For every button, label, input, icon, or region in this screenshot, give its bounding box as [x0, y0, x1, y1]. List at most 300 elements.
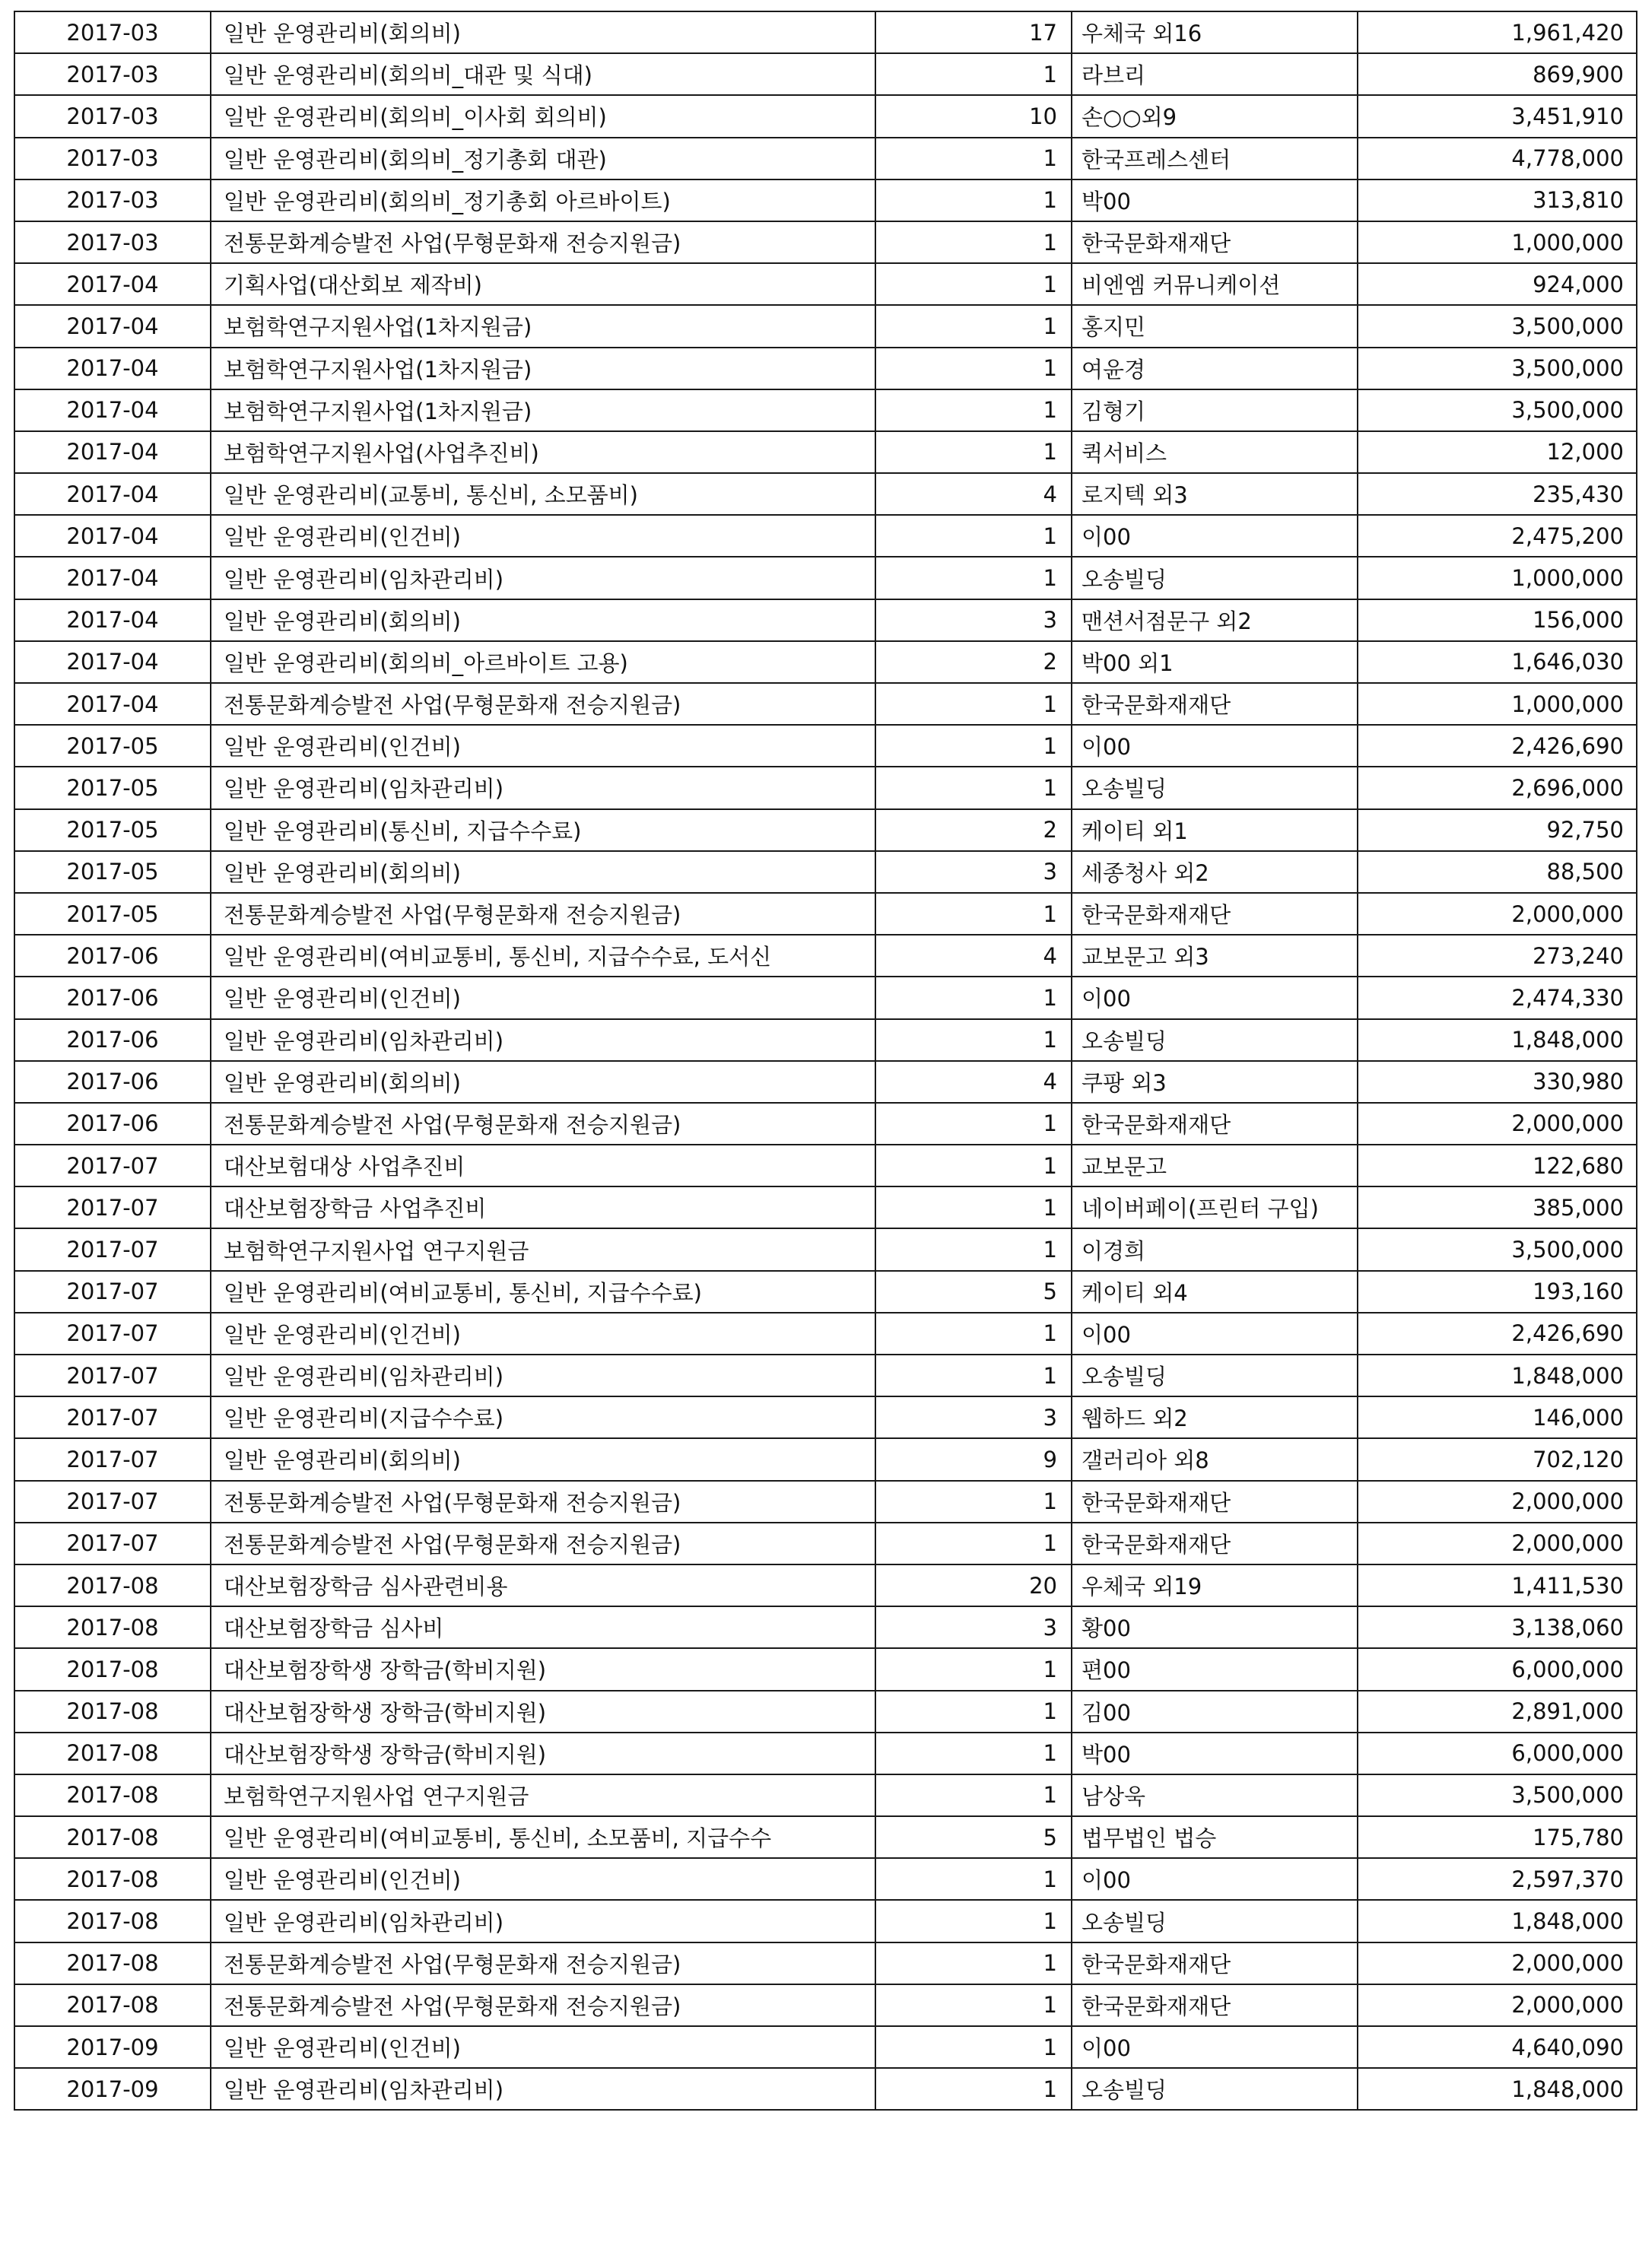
- payee-cell: 김형기: [1072, 389, 1358, 431]
- payee-cell: 로지텍 외3: [1072, 473, 1358, 515]
- month-cell: 2017-08: [14, 1816, 211, 1858]
- payee-cell: 한국문화재재단: [1072, 1984, 1358, 2026]
- month-cell: 2017-07: [14, 1228, 211, 1270]
- table-row: [14, 1396, 1637, 1438]
- month-cell: 2017-07: [14, 1523, 211, 1564]
- payee-cell: 이00: [1072, 1858, 1358, 1900]
- expense-item-cell: 보험학연구지원사업(1차지원금): [211, 305, 875, 347]
- expense-item-cell: 일반 운영관리비(인건비): [211, 725, 875, 767]
- payee-cell: 박00: [1072, 1733, 1358, 1774]
- expense-item-cell: 보험학연구지원사업(1차지원금): [211, 389, 875, 431]
- month-cell: 2017-04: [14, 599, 211, 641]
- payee-cell: 한국문화재재단: [1072, 1103, 1358, 1145]
- payee-cell: 이00: [1072, 725, 1358, 767]
- payee-cell: 남상욱: [1072, 1774, 1358, 1816]
- count-cell: 1: [875, 431, 1072, 473]
- amount-cell: 273,240: [1358, 935, 1637, 977]
- table-row: [14, 1606, 1637, 1648]
- table-row: [14, 2068, 1637, 2110]
- expense-item-cell: 일반 운영관리비(회의비_정기총회 아르바이트): [211, 179, 875, 221]
- expense-item-cell: 대산보험장학금 사업추진비: [211, 1186, 875, 1228]
- table-row: [14, 431, 1637, 473]
- expense-item-cell: 보험학연구지원사업(사업추진비): [211, 431, 875, 473]
- payee-cell: 교보문고: [1072, 1145, 1358, 1186]
- month-cell: 2017-03: [14, 221, 211, 263]
- expense-item-cell: 일반 운영관리비(통신비, 지급수수료): [211, 809, 875, 851]
- payee-cell: 한국프레스센터: [1072, 138, 1358, 179]
- count-cell: 1: [875, 1481, 1072, 1523]
- month-cell: 2017-03: [14, 53, 211, 95]
- amount-cell: 122,680: [1358, 1145, 1637, 1186]
- month-cell: 2017-04: [14, 641, 211, 683]
- amount-cell: 924,000: [1358, 263, 1637, 305]
- payee-cell: 비엔엠 커뮤니케이션: [1072, 263, 1358, 305]
- payee-cell: 박00 외1: [1072, 641, 1358, 683]
- count-cell: 3: [875, 1396, 1072, 1438]
- amount-cell: 235,430: [1358, 473, 1637, 515]
- count-cell: 1: [875, 1355, 1072, 1396]
- table-row: [14, 1355, 1637, 1396]
- count-cell: 3: [875, 599, 1072, 641]
- expense-item-cell: 일반 운영관리비(여비교통비, 통신비, 지급수수료): [211, 1271, 875, 1313]
- amount-cell: 146,000: [1358, 1396, 1637, 1438]
- month-cell: 2017-04: [14, 557, 211, 599]
- amount-cell: 1,961,420: [1358, 11, 1637, 53]
- payee-cell: 법무법인 법승: [1072, 1816, 1358, 1858]
- expense-item-cell: 전통문화계승발전 사업(무형문화재 전승지원금): [211, 893, 875, 935]
- amount-cell: 3,500,000: [1358, 1228, 1637, 1270]
- amount-cell: 2,474,330: [1358, 977, 1637, 1018]
- expense-item-cell: 일반 운영관리비(지급수수료): [211, 1396, 875, 1438]
- expense-item-cell: 보험학연구지원사업 연구지원금: [211, 1774, 875, 1816]
- count-cell: 5: [875, 1816, 1072, 1858]
- table-row: [14, 1774, 1637, 1816]
- payee-cell: 한국문화재재단: [1072, 221, 1358, 263]
- count-cell: 1: [875, 1145, 1072, 1186]
- amount-cell: 2,000,000: [1358, 1481, 1637, 1523]
- amount-cell: 1,411,530: [1358, 1564, 1637, 1606]
- payee-cell: 오송빌딩: [1072, 557, 1358, 599]
- table-row: [14, 1564, 1637, 1606]
- expense-item-cell: 일반 운영관리비(회의비): [211, 1438, 875, 1480]
- table-row: [14, 221, 1637, 263]
- count-cell: 1: [875, 179, 1072, 221]
- amount-cell: 3,500,000: [1358, 1774, 1637, 1816]
- expense-item-cell: 전통문화계승발전 사업(무형문화재 전승지원금): [211, 1984, 875, 2026]
- table-row: [14, 53, 1637, 95]
- month-cell: 2017-03: [14, 179, 211, 221]
- month-cell: 2017-03: [14, 95, 211, 137]
- amount-cell: 1,646,030: [1358, 641, 1637, 683]
- count-cell: 1: [875, 389, 1072, 431]
- table-row: [14, 1523, 1637, 1564]
- month-cell: 2017-07: [14, 1271, 211, 1313]
- table-row: [14, 179, 1637, 221]
- amount-cell: 2,000,000: [1358, 893, 1637, 935]
- amount-cell: 193,160: [1358, 1271, 1637, 1313]
- amount-cell: 3,500,000: [1358, 348, 1637, 389]
- month-cell: 2017-08: [14, 1858, 211, 1900]
- table-row: [14, 1145, 1637, 1186]
- amount-cell: 1,000,000: [1358, 221, 1637, 263]
- month-cell: 2017-04: [14, 515, 211, 557]
- expense-ledger-table: [14, 11, 1637, 2111]
- table-row: [14, 1103, 1637, 1145]
- expense-item-cell: 대산보험장학생 장학금(학비지원): [211, 1648, 875, 1690]
- payee-cell: 오송빌딩: [1072, 1900, 1358, 1942]
- payee-cell: 쿠팡 외3: [1072, 1061, 1358, 1103]
- payee-cell: 이00: [1072, 2026, 1358, 2068]
- expense-item-cell: 일반 운영관리비(인건비): [211, 515, 875, 557]
- amount-cell: 6,000,000: [1358, 1648, 1637, 1690]
- amount-cell: 2,891,000: [1358, 1691, 1637, 1733]
- table-row: [14, 725, 1637, 767]
- table-row: [14, 515, 1637, 557]
- table-row: [14, 935, 1637, 977]
- month-cell: 2017-05: [14, 767, 211, 808]
- amount-cell: 175,780: [1358, 1816, 1637, 1858]
- payee-cell: 오송빌딩: [1072, 2068, 1358, 2110]
- table-row: [14, 599, 1637, 641]
- table-row: [14, 641, 1637, 683]
- amount-cell: 4,640,090: [1358, 2026, 1637, 2068]
- month-cell: 2017-05: [14, 809, 211, 851]
- month-cell: 2017-04: [14, 263, 211, 305]
- payee-cell: 손○○외9: [1072, 95, 1358, 137]
- table-row: [14, 389, 1637, 431]
- month-cell: 2017-07: [14, 1438, 211, 1480]
- ledger-body: [14, 11, 1637, 2110]
- payee-cell: 여윤경: [1072, 348, 1358, 389]
- count-cell: 1: [875, 53, 1072, 95]
- expense-item-cell: 일반 운영관리비(임차관리비): [211, 2068, 875, 2110]
- expense-item-cell: 일반 운영관리비(임차관리비): [211, 1900, 875, 1942]
- amount-cell: 3,500,000: [1358, 389, 1637, 431]
- table-row: [14, 1438, 1637, 1480]
- table-row: [14, 1691, 1637, 1733]
- expense-item-cell: 일반 운영관리비(회의비_대관 및 식대): [211, 53, 875, 95]
- amount-cell: 869,900: [1358, 53, 1637, 95]
- count-cell: 1: [875, 1900, 1072, 1942]
- amount-cell: 330,980: [1358, 1061, 1637, 1103]
- amount-cell: 1,848,000: [1358, 1355, 1637, 1396]
- amount-cell: 156,000: [1358, 599, 1637, 641]
- count-cell: 1: [875, 221, 1072, 263]
- month-cell: 2017-08: [14, 1900, 211, 1942]
- count-cell: 1: [875, 1019, 1072, 1061]
- expense-item-cell: 전통문화계승발전 사업(무형문화재 전승지원금): [211, 1481, 875, 1523]
- expense-item-cell: 일반 운영관리비(인건비): [211, 977, 875, 1018]
- table-row: [14, 767, 1637, 808]
- amount-cell: 1,848,000: [1358, 1900, 1637, 1942]
- count-cell: 1: [875, 1733, 1072, 1774]
- payee-cell: 우체국 외19: [1072, 1564, 1358, 1606]
- payee-cell: 케이티 외1: [1072, 809, 1358, 851]
- expense-item-cell: 일반 운영관리비(여비교통비, 통신비, 소모품비, 지급수수: [211, 1816, 875, 1858]
- payee-cell: 황00: [1072, 1606, 1358, 1648]
- month-cell: 2017-08: [14, 1942, 211, 1984]
- month-cell: 2017-03: [14, 138, 211, 179]
- month-cell: 2017-04: [14, 431, 211, 473]
- payee-cell: 케이티 외4: [1072, 1271, 1358, 1313]
- table-row: [14, 1858, 1637, 1900]
- amount-cell: 4,778,000: [1358, 138, 1637, 179]
- payee-cell: 편00: [1072, 1648, 1358, 1690]
- expense-item-cell: 일반 운영관리비(회의비_정기총회 대관): [211, 138, 875, 179]
- count-cell: 1: [875, 1691, 1072, 1733]
- count-cell: 1: [875, 305, 1072, 347]
- count-cell: 1: [875, 348, 1072, 389]
- expense-item-cell: 일반 운영관리비(교통비, 통신비, 소모품비): [211, 473, 875, 515]
- amount-cell: 3,451,910: [1358, 95, 1637, 137]
- payee-cell: 오송빌딩: [1072, 767, 1358, 808]
- payee-cell: 한국문화재재단: [1072, 1523, 1358, 1564]
- amount-cell: 2,597,370: [1358, 1858, 1637, 1900]
- count-cell: 1: [875, 1228, 1072, 1270]
- payee-cell: 이00: [1072, 515, 1358, 557]
- month-cell: 2017-05: [14, 725, 211, 767]
- table-row: [14, 1186, 1637, 1228]
- expense-item-cell: 전통문화계승발전 사업(무형문화재 전승지원금): [211, 221, 875, 263]
- month-cell: 2017-06: [14, 935, 211, 977]
- table-row: [14, 138, 1637, 179]
- month-cell: 2017-07: [14, 1186, 211, 1228]
- table-row: [14, 851, 1637, 893]
- amount-cell: 92,750: [1358, 809, 1637, 851]
- amount-cell: 1,000,000: [1358, 557, 1637, 599]
- amount-cell: 1,848,000: [1358, 2068, 1637, 2110]
- payee-cell: 웹하드 외2: [1072, 1396, 1358, 1438]
- expense-item-cell: 일반 운영관리비(임차관리비): [211, 1355, 875, 1396]
- count-cell: 2: [875, 809, 1072, 851]
- table-row: [14, 1733, 1637, 1774]
- amount-cell: 313,810: [1358, 179, 1637, 221]
- payee-cell: 이경희: [1072, 1228, 1358, 1270]
- table-row: [14, 1481, 1637, 1523]
- month-cell: 2017-04: [14, 348, 211, 389]
- payee-cell: 갤러리아 외8: [1072, 1438, 1358, 1480]
- payee-cell: 이00: [1072, 977, 1358, 1018]
- month-cell: 2017-04: [14, 389, 211, 431]
- count-cell: 1: [875, 725, 1072, 767]
- amount-cell: 1,000,000: [1358, 683, 1637, 725]
- count-cell: 20: [875, 1564, 1072, 1606]
- payee-cell: 오송빌딩: [1072, 1019, 1358, 1061]
- count-cell: 1: [875, 1313, 1072, 1355]
- count-cell: 1: [875, 977, 1072, 1018]
- table-row: [14, 977, 1637, 1018]
- expense-item-cell: 일반 운영관리비(회의비): [211, 11, 875, 53]
- count-cell: 1: [875, 515, 1072, 557]
- amount-cell: 2,696,000: [1358, 767, 1637, 808]
- month-cell: 2017-08: [14, 1691, 211, 1733]
- expense-item-cell: 일반 운영관리비(임차관리비): [211, 557, 875, 599]
- count-cell: 1: [875, 2026, 1072, 2068]
- amount-cell: 1,848,000: [1358, 1019, 1637, 1061]
- table-row: [14, 1061, 1637, 1103]
- month-cell: 2017-06: [14, 1103, 211, 1145]
- count-cell: 1: [875, 1648, 1072, 1690]
- table-row: [14, 1228, 1637, 1270]
- month-cell: 2017-06: [14, 977, 211, 1018]
- expense-item-cell: 일반 운영관리비(회의비): [211, 1061, 875, 1103]
- table-row: [14, 1271, 1637, 1313]
- count-cell: 1: [875, 1942, 1072, 1984]
- count-cell: 1: [875, 767, 1072, 808]
- payee-cell: 한국문화재재단: [1072, 893, 1358, 935]
- amount-cell: 2,426,690: [1358, 1313, 1637, 1355]
- table-row: [14, 305, 1637, 347]
- table-row: [14, 2026, 1637, 2068]
- expense-item-cell: 일반 운영관리비(인건비): [211, 1313, 875, 1355]
- expense-item-cell: 대산보험대상 사업추진비: [211, 1145, 875, 1186]
- month-cell: 2017-09: [14, 2026, 211, 2068]
- count-cell: 4: [875, 1061, 1072, 1103]
- amount-cell: 12,000: [1358, 431, 1637, 473]
- table-row: [14, 473, 1637, 515]
- amount-cell: 702,120: [1358, 1438, 1637, 1480]
- expense-item-cell: 대산보험장학금 심사비: [211, 1606, 875, 1648]
- month-cell: 2017-08: [14, 1733, 211, 1774]
- month-cell: 2017-06: [14, 1019, 211, 1061]
- count-cell: 5: [875, 1271, 1072, 1313]
- amount-cell: 2,000,000: [1358, 1942, 1637, 1984]
- table-row: [14, 557, 1637, 599]
- expense-item-cell: 전통문화계승발전 사업(무형문화재 전승지원금): [211, 1942, 875, 1984]
- month-cell: 2017-07: [14, 1145, 211, 1186]
- count-cell: 3: [875, 851, 1072, 893]
- table-row: [14, 95, 1637, 137]
- table-row: [14, 1984, 1637, 2026]
- count-cell: 2: [875, 641, 1072, 683]
- count-cell: 1: [875, 683, 1072, 725]
- table-row: [14, 263, 1637, 305]
- expense-item-cell: 일반 운영관리비(인건비): [211, 1858, 875, 1900]
- payee-cell: 오송빌딩: [1072, 1355, 1358, 1396]
- amount-cell: 2,000,000: [1358, 1523, 1637, 1564]
- expense-item-cell: 일반 운영관리비(임차관리비): [211, 1019, 875, 1061]
- table-row: [14, 348, 1637, 389]
- amount-cell: 88,500: [1358, 851, 1637, 893]
- amount-cell: 6,000,000: [1358, 1733, 1637, 1774]
- month-cell: 2017-07: [14, 1313, 211, 1355]
- table-row: [14, 1816, 1637, 1858]
- count-cell: 3: [875, 1606, 1072, 1648]
- count-cell: 9: [875, 1438, 1072, 1480]
- amount-cell: 2,000,000: [1358, 1103, 1637, 1145]
- amount-cell: 2,000,000: [1358, 1984, 1637, 2026]
- expense-item-cell: 일반 운영관리비(인건비): [211, 2026, 875, 2068]
- expense-item-cell: 보험학연구지원사업 연구지원금: [211, 1228, 875, 1270]
- expense-item-cell: 보험학연구지원사업(1차지원금): [211, 348, 875, 389]
- month-cell: 2017-05: [14, 851, 211, 893]
- table-row: [14, 893, 1637, 935]
- table-row: [14, 809, 1637, 851]
- payee-cell: 퀵서비스: [1072, 431, 1358, 473]
- expense-item-cell: 일반 운영관리비(여비교통비, 통신비, 지급수수료, 도서신: [211, 935, 875, 977]
- table-row: [14, 683, 1637, 725]
- payee-cell: 홍지민: [1072, 305, 1358, 347]
- month-cell: 2017-08: [14, 1606, 211, 1648]
- count-cell: 1: [875, 1186, 1072, 1228]
- month-cell: 2017-09: [14, 2068, 211, 2110]
- count-cell: 1: [875, 1774, 1072, 1816]
- month-cell: 2017-08: [14, 1564, 211, 1606]
- expense-item-cell: 대산보험장학금 심사관련비용: [211, 1564, 875, 1606]
- amount-cell: 3,500,000: [1358, 305, 1637, 347]
- payee-cell: 김00: [1072, 1691, 1358, 1733]
- expense-item-cell: 전통문화계승발전 사업(무형문화재 전승지원금): [211, 683, 875, 725]
- count-cell: 1: [875, 1103, 1072, 1145]
- table-row: [14, 1942, 1637, 1984]
- month-cell: 2017-08: [14, 1648, 211, 1690]
- expense-item-cell: 기획사업(대산회보 제작비): [211, 263, 875, 305]
- table-row: [14, 1900, 1637, 1942]
- count-cell: 1: [875, 1858, 1072, 1900]
- expense-item-cell: 전통문화계승발전 사업(무형문화재 전승지원금): [211, 1103, 875, 1145]
- expense-item-cell: 전통문화계승발전 사업(무형문화재 전승지원금): [211, 1523, 875, 1564]
- amount-cell: 385,000: [1358, 1186, 1637, 1228]
- expense-item-cell: 대산보험장학생 장학금(학비지원): [211, 1691, 875, 1733]
- amount-cell: 2,426,690: [1358, 725, 1637, 767]
- month-cell: 2017-04: [14, 305, 211, 347]
- count-cell: 1: [875, 557, 1072, 599]
- month-cell: 2017-08: [14, 1774, 211, 1816]
- count-cell: 10: [875, 95, 1072, 137]
- expense-item-cell: 일반 운영관리비(임차관리비): [211, 767, 875, 808]
- payee-cell: 우체국 외16: [1072, 11, 1358, 53]
- payee-cell: 한국문화재재단: [1072, 1942, 1358, 1984]
- table-row: [14, 1019, 1637, 1061]
- payee-cell: 한국문화재재단: [1072, 1481, 1358, 1523]
- month-cell: 2017-06: [14, 1061, 211, 1103]
- expense-item-cell: 일반 운영관리비(회의비_아르바이트 고용): [211, 641, 875, 683]
- payee-cell: 한국문화재재단: [1072, 683, 1358, 725]
- month-cell: 2017-04: [14, 683, 211, 725]
- expense-item-cell: 일반 운영관리비(회의비): [211, 851, 875, 893]
- month-cell: 2017-03: [14, 11, 211, 53]
- count-cell: 17: [875, 11, 1072, 53]
- month-cell: 2017-05: [14, 893, 211, 935]
- count-cell: 1: [875, 138, 1072, 179]
- month-cell: 2017-04: [14, 473, 211, 515]
- count-cell: 1: [875, 2068, 1072, 2110]
- month-cell: 2017-07: [14, 1481, 211, 1523]
- amount-cell: 2,475,200: [1358, 515, 1637, 557]
- table-row: [14, 11, 1637, 53]
- amount-cell: 3,138,060: [1358, 1606, 1637, 1648]
- payee-cell: 박00: [1072, 179, 1358, 221]
- payee-cell: 세종청사 외2: [1072, 851, 1358, 893]
- expense-item-cell: 대산보험장학생 장학금(학비지원): [211, 1733, 875, 1774]
- expense-item-cell: 일반 운영관리비(회의비_이사회 회의비): [211, 95, 875, 137]
- count-cell: 1: [875, 893, 1072, 935]
- expense-item-cell: 일반 운영관리비(회의비): [211, 599, 875, 641]
- count-cell: 1: [875, 263, 1072, 305]
- payee-cell: 맨션서점문구 외2: [1072, 599, 1358, 641]
- table-row: [14, 1313, 1637, 1355]
- count-cell: 4: [875, 935, 1072, 977]
- payee-cell: 교보문고 외3: [1072, 935, 1358, 977]
- month-cell: 2017-07: [14, 1396, 211, 1438]
- payee-cell: 라브리: [1072, 53, 1358, 95]
- count-cell: 1: [875, 1523, 1072, 1564]
- month-cell: 2017-07: [14, 1355, 211, 1396]
- count-cell: 1: [875, 1984, 1072, 2026]
- payee-cell: 이00: [1072, 1313, 1358, 1355]
- month-cell: 2017-08: [14, 1984, 211, 2026]
- count-cell: 4: [875, 473, 1072, 515]
